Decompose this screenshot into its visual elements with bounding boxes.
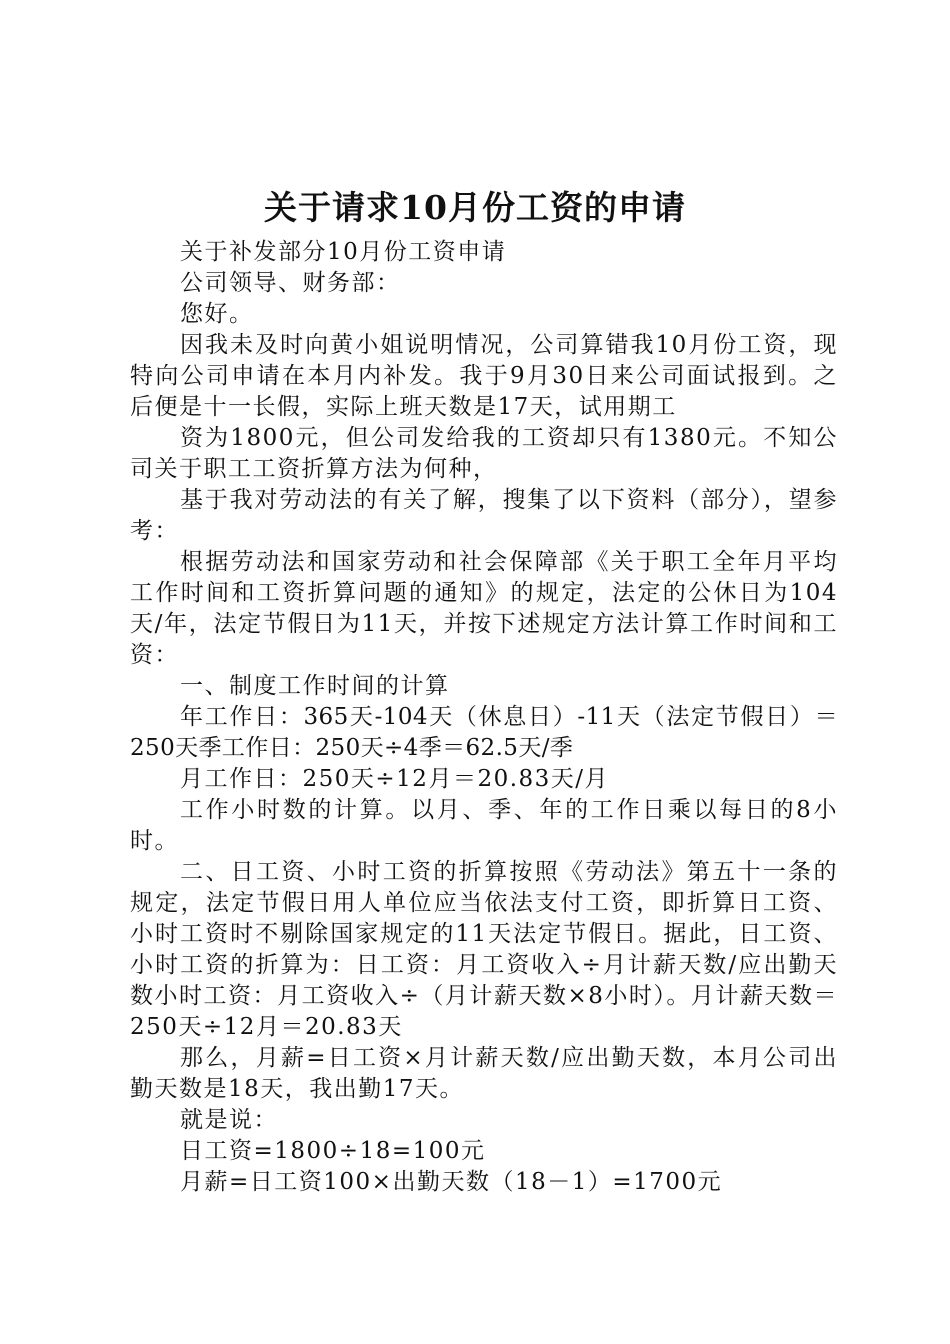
paragraph-section-one-heading: 一、制度工作时间的计算 xyxy=(180,673,450,699)
document-title: 关于请求10月份工资的申请 xyxy=(264,188,686,227)
paragraph-work-hours: 工作小时数的计算。以月、季、年的工作日乘以每日的8小时。 xyxy=(130,797,838,854)
document-body xyxy=(130,237,838,1198)
paragraph-explanation: 因我未及时向黄小姐说明情况，公司算错我10月份工资，现特向公司申请在本月内补发。我于9月30日来公司面试报到。之后便是十一长假，实际上班天数是17天，试用期工 xyxy=(130,332,838,420)
paragraph-daily-wage: 日工资=1800÷18=100元 xyxy=(180,1138,486,1164)
paragraph-salary-issue: 资为1800元，但公司发给我的工资却只有1380元。不知公司关于职工工资折算方法为何种， xyxy=(130,425,838,482)
paragraph-greeting: 您好。 xyxy=(180,301,254,327)
paragraph-reference-intro: 基于我对劳动法的有关了解，搜集了以下资料（部分），望参考： xyxy=(130,487,838,544)
paragraph-salutation: 公司领导、财务部： xyxy=(180,270,401,296)
paragraph-annual-workdays: 年工作日：365天-104天（休息日）-11天（法定节假日）＝250天季工作日：250天÷4季＝62.5天/季 xyxy=(130,704,838,761)
paragraph-that-is: 就是说： xyxy=(180,1107,278,1133)
paragraph-section-two: 二、日工资、小时工资的折算按照《劳动法》第五十一条的规定，法定节假日用人单位应当依法支付工资，即折算日工资、小时工资时不剔除国家规定的11天法定节假日。据此，日工资、小时工资的折算为：日工资：月工资收入÷月计薪天数/应出勤天数小时工资：月工资收入÷（月计薪天数×8小时）。月计薪天数＝250天÷12月＝20.83天 xyxy=(130,859,838,1040)
paragraph-monthly-calculation: 月薪=日工资100×出勤天数（18－1）=1700元 xyxy=(180,1169,723,1195)
paragraph-subject: 关于补发部分10月份工资申请 xyxy=(180,239,507,265)
paragraph-labor-law: 根据劳动法和国家劳动和社会保障部《关于职工全年月平均工作时间和工资折算问题的通知》的规定，法定的公休日为104天/年，法定节假日为11天，并按下述规定方法计算工作时间和工资： xyxy=(130,549,838,668)
paragraph-monthly-workdays: 月工作日：250天÷12月＝20.83天/月 xyxy=(180,766,610,792)
paragraph-monthly-salary: 那么，月薪=日工资×月计薪天数/应出勤天数，本月公司出勤天数是18天，我出勤17天。 xyxy=(130,1045,838,1102)
